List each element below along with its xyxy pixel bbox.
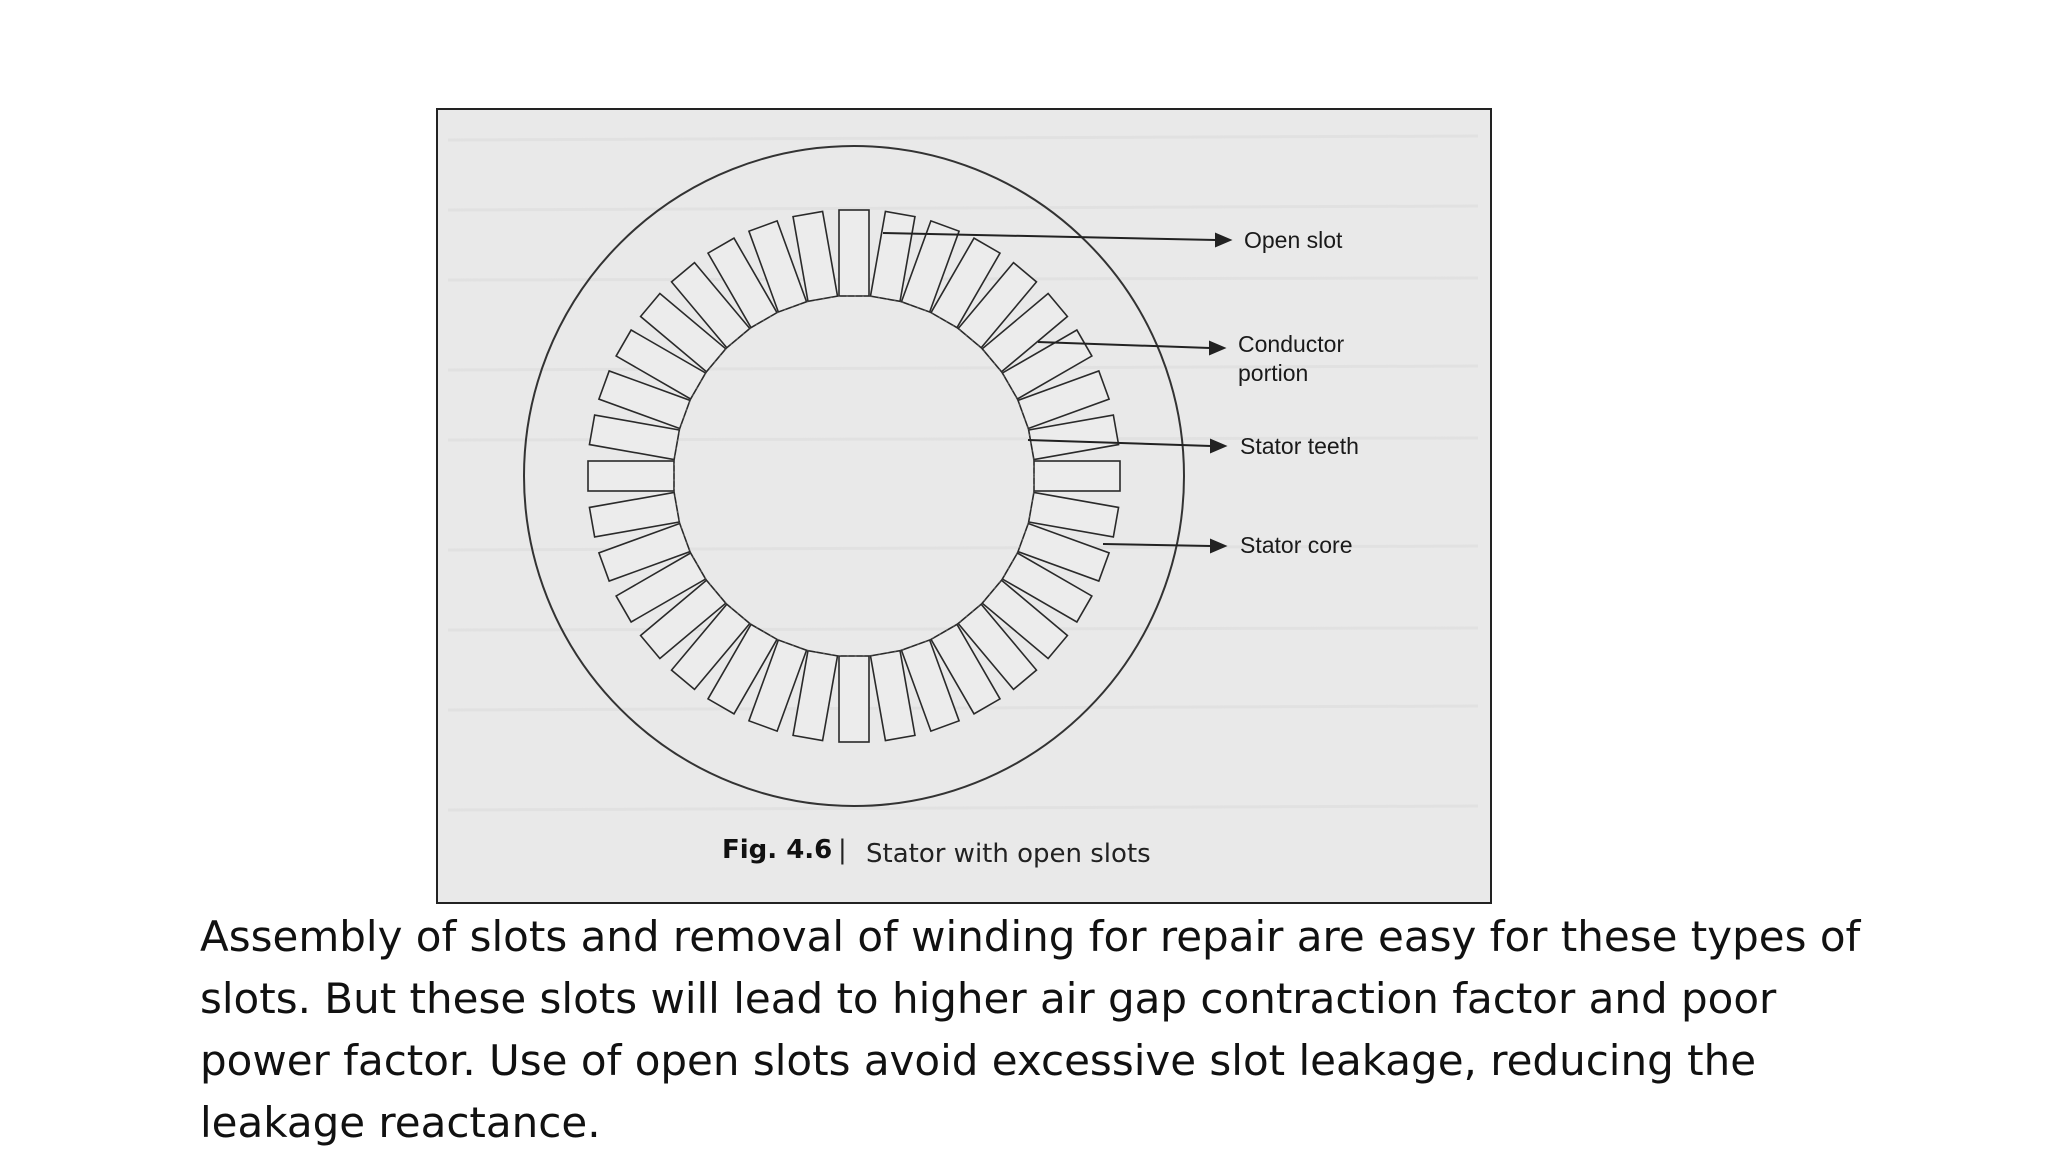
stator-slots: [588, 210, 1120, 742]
label-open-slot: Open slot: [1244, 227, 1343, 253]
label-stator-teeth: Stator teeth: [1240, 433, 1359, 459]
stator-bore-circle: [674, 296, 1034, 656]
label-conductor-line1: Conductor: [1238, 331, 1345, 357]
stator-slot: [1034, 461, 1120, 491]
stator-slot: [588, 461, 674, 491]
caption-number: Fig. 4.6: [722, 835, 833, 865]
stator-slot: [839, 656, 869, 742]
label-stator-core: Stator core: [1240, 532, 1353, 558]
stator-diagram: [438, 110, 1490, 902]
body-paragraph: Assembly of slots and removal of winding for repair are easy for these types of slots. But these slots will lead to higher air gap contraction factor and poor power factor. Use of open slots avoid excessive slot leakage, reducing the leakage reactance.: [200, 912, 1861, 1147]
caption-separator: |: [838, 835, 847, 865]
stator-figure: [436, 108, 1492, 904]
stator-slot: [839, 210, 869, 296]
caption-title: Stator with open slots: [866, 839, 1151, 869]
label-conductor-line2: portion: [1238, 360, 1309, 386]
